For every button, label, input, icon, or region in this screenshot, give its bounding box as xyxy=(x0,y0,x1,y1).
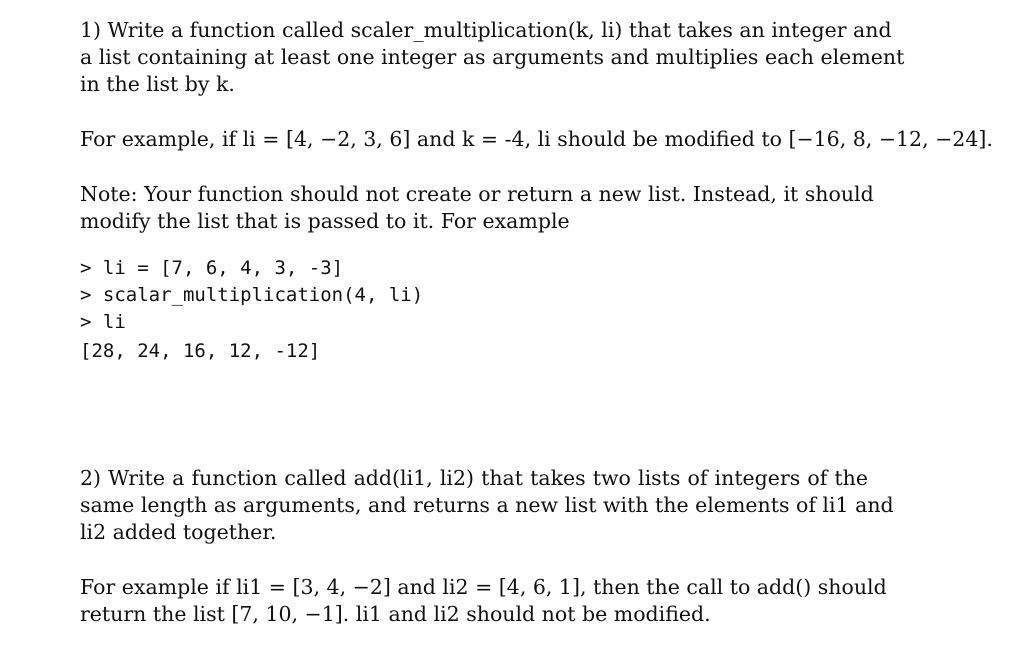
problem-1-line-3: in the list by k. xyxy=(80,72,235,96)
problem-2-line-2: same length as arguments, and returns a new list with the elements of li1 and xyxy=(80,493,894,517)
problem-2-example-line-1: For example if li1 = [3, 4, −2] and li2 = [4, 6, 1], then the call to add() should xyxy=(80,575,887,599)
problem-1-note-line-2: modify the list that is passed to it. For example xyxy=(80,209,570,233)
code-line: > li xyxy=(80,311,126,333)
code-line: > scalar_multiplication(4, li) xyxy=(80,284,424,306)
problem-2-line-3: li2 added together. xyxy=(80,520,277,544)
problem-1-example: For example, if li = [4, −2, 3, 6] and k = -4, li should be modified to [−16, 8, −12, −24]. xyxy=(80,127,993,151)
problem-1-note-line-1: Note: Your function should not create or return a new list. Instead, it should xyxy=(80,182,874,206)
problem-2-line-1: 2) Write a function called add(li1, li2) that takes two lists of integers of the xyxy=(80,466,868,490)
code-line: > li = [7, 6, 4, 3, -3] xyxy=(80,257,344,279)
problem-1-line-2: a list containing at least one integer as arguments and multiplies each element xyxy=(80,45,905,69)
code-output: [28, 24, 16, 12, -12] xyxy=(80,340,321,362)
problem-2-example-line-2: return the list [7, 10, −1]. li1 and li2 should not be modified. xyxy=(80,602,711,626)
problem-1-line-1: 1) Write a function called scaler_multiplication(k, li) that takes an integer and xyxy=(80,18,892,42)
